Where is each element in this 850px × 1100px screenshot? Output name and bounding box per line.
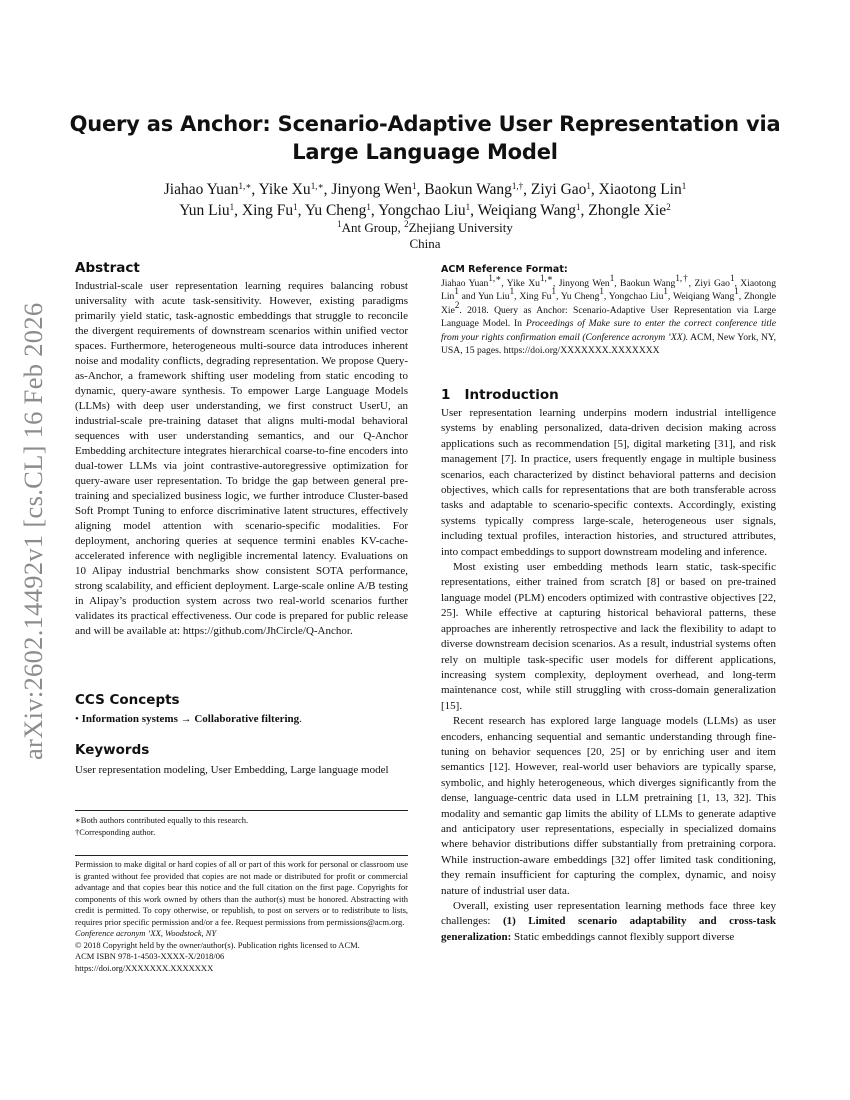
title-line-1: Query as Anchor: Scenario-Adaptive User Representation via [69, 112, 781, 136]
affiliation-country: China [409, 236, 441, 251]
footnotes [75, 815, 408, 838]
ccs-term-information-systems: Information systems [81, 713, 178, 725]
author-name: Yike Xu [258, 181, 311, 198]
reference-affiliation-marker: 1 [454, 286, 459, 297]
author-affiliation-marker: 1 [412, 181, 417, 191]
permission-notice: Permission to make digital or hard copies of all or part of this work for personal or classroom use is granted without fee provided that copies are not made or distributed for profit or commercial advantage and that copies bear this notice and the full citation on the first page. Copyrights for components of this work owned by others than the author(s) must be honored. Abstracting with credit is permitted. To copy otherwise, or republish, to post on servers or to redistribute to lists, requires prior specific permission and/or a fee. Request permissions from permissions@acm.org. Conference acronym ’XX, Woodstock, NY © 2018 Copyright held by the owner/author(s). Publication rights licensed to ACM. ACM ISBN 978-1-4503-XXXX-X/2018/06 https://doi.org/XXXXXXX.XXXXXXX [75, 859, 408, 973]
affiliation-marker-1: 1 [337, 219, 342, 229]
author-affiliation-marker: 2 [666, 202, 671, 212]
ccs-concepts-heading: CCS Concepts [75, 692, 180, 708]
section-title: Introduction [464, 387, 559, 403]
reference-affiliation-marker: 1 [734, 286, 739, 297]
author-name: Jinyong Wen [331, 181, 413, 198]
challenge-1-label: (1) Limited scenario adaptability and cross-task generalization: [441, 915, 777, 943]
author-affiliation-marker: 1 [465, 202, 471, 212]
author-affiliation-marker: 1 [293, 202, 298, 212]
author-name: Xiaotong Lin [598, 181, 682, 198]
reference-proceedings: Proceedings of Make sure to enter the correct conference title from your rights confirmation email (Conference acronym ’XX). [441, 318, 776, 343]
keywords-text: User representation modeling, User Embedding, Large language model [75, 764, 389, 776]
footnote-divider [75, 810, 408, 811]
intro-paragraph-4: Overall, existing user representation learning methods face three key challenges: (1) Limited scenario adaptability and cross-task generalization: Static embeddings cannot flexibly support diverse [441, 900, 777, 943]
isbn-line: ACM ISBN 978-1-4503-XXXX-X/2018/06 [75, 951, 225, 961]
affiliation-marker-2: 2 [404, 219, 409, 229]
conference-line: Conference acronym ’XX, Woodstock, NY [75, 928, 217, 938]
author-affiliation-marker: 1 [366, 202, 371, 212]
abstract-text: Industrial-scale user representation learning requires balancing robust universality with acute task-sensitivity. However, existing paradigms primarily yield static, task-agnostic embeddings that struggle to reconcile the divergent requirements of downstream scenarios within unified vector spaces. Furthermore, heterogeneous multi-source data introduces inherent noise and modality conflicts, degrading representation. We propose Query-as-Anchor, a framework shifting user modeling from static encoding to dynamic, query-aware synthesis. To empower Large Language Models (LLMs) with deep user understanding, we first construct UserU, an industrial-scale pre-training dataset that aligns multi-modal behavioral sequences with user understanding semantics, and our Q-Anchor Embedding architecture integrates hierarchical coarse-to-fine encoders into dual-tower LLMs via joint contrastive-autoregressive optimization for query-aware user representation. To bridge the gap between general pre-training and specialized business logic, we further introduce Cluster-based Soft Prompt Tuning to enforce discriminative latent structures, effectively aligning model attention with scenario-specific modalities. For deployment, anchoring queries at sequence termini enables KV-cache-accelerated inference with negligible incremental latency. Evaluations on 10 Alipay industrial benchmarks show consistent SOTA performance, strong scalability, and efficient deployment. Large-scale online A/B testing in Alipay’s production system across two real-world scenarios further validates its practical effectiveness. Our code is prepared for public release and will be available at: https://github.com/JhCircle/Q-Anchor. [75, 280, 408, 637]
author-name: Baokun Wang [424, 181, 512, 198]
affiliation-1: Ant Group, [341, 220, 405, 235]
reference-publisher-doi: ACM, New York, NY, USA, 15 pages. https://doi.org/XXXXXXX.XXXXXXX [441, 331, 776, 357]
intro-paragraph-2: Most existing user embedding methods learn static, task-specific representations, either trained from scratch [8] or based on pre-trained language model (PLM) encoders optimized with contrastive objectives [22, 25]. While effective at capturing historical behavioral patterns, these approaches are inherently retrospective and lack the flexibility to adapt to diverse downstream decision scenarios. As a result, industrial systems often rely on multiple task-specific user models for different applications, increasing system complexity, deployment overhead, and long-term maintenance cost, while still struggling with cross-domain generalization [15]. [441, 561, 776, 712]
abstract-heading: Abstract [75, 260, 140, 276]
author-name: Jiahao Yuan [163, 181, 239, 198]
author-name: Xing Fu [241, 202, 294, 219]
reference-affiliation-marker: 1,∗ [539, 273, 553, 283]
doi-link[interactable]: https://doi.org/XXXXXXX.XXXXXXX [75, 962, 214, 973]
author-name: Zhongle Xie [588, 202, 667, 219]
introduction-body [441, 406, 776, 945]
author-name: Weiqiang Wang [477, 202, 577, 219]
ccs-term-collaborative-filtering: Collaborative filtering [194, 713, 300, 725]
author-affiliation-marker: 1 [576, 202, 581, 212]
reference-affiliation-marker: 1 [729, 273, 735, 283]
author-name: Yu Cheng [304, 202, 367, 219]
acm-reference-text [441, 273, 776, 357]
intro-paragraph-1: User representation learning underpins modern industrial intelligence systems by enabling personalized, data-driven decision making across applications such as recommendation [5], digital marketing [31], and risk management [7]. In practice, users frequently engage in multiple business scenarios, each characterized by distinct behavioral patterns and decision objectives, which calls for representations that are both transferable across tasks and adaptable to scenario-specific contexts. Accordingly, existing systems typically compress large-scale, heterogeneous user signals, including textual profiles, interaction histories, and structured attributes, into compact embeddings to support downstream modeling and inference. [441, 407, 776, 558]
author-affiliation-marker: 1,† [511, 181, 524, 191]
footnote-equal-contribution: ∗Both authors contributed equally to this research. [75, 815, 249, 825]
section-heading-introduction [441, 387, 776, 403]
reference-affiliation-marker: 1 [663, 286, 668, 297]
author-list-line-2: Yun Liu$^1$, Xing Fu$^1$, Yu Cheng$^1$, Yongchao Liu$^1$, Weiqiang Wang$^1$, Zhongle Xie$^2$ [179, 202, 671, 219]
copyright-line: © 2018 Copyright held by the owner/author(s). Publication rights licensed to ACM. [75, 939, 360, 950]
author-name: Yongchao Liu [378, 202, 466, 219]
author-affiliation-marker: 1 [681, 181, 687, 191]
acm-reference-format-heading: ACM Reference Format: [441, 264, 568, 275]
arxiv-identifier-stamp: arXiv:2602.14492v1 [cs.CL] 16 Feb 2026 [18, 302, 48, 760]
reference-affiliation-marker: 1 [551, 286, 556, 297]
reference-affiliation-marker: 1 [599, 286, 604, 297]
affiliation-2: Zhejiang University [408, 220, 513, 235]
affiliations [60, 220, 790, 236]
permission-divider [75, 855, 408, 856]
footnote-corresponding-author: †Corresponding author. [75, 826, 156, 837]
reference-affiliation-marker: 2 [454, 299, 460, 310]
ccs-arrow: → [180, 713, 192, 725]
keywords-heading: Keywords [75, 742, 150, 758]
author-list-line-1: Jiahao Yuan$^{1,∗}$, Yike $Xu^{1,∗}$, Jinyong Wen$^1$, Baokun Wang$^{1,\dagger}$, Ziyi Gao$^1$, Xiaotong Lin$^1$ [163, 181, 687, 198]
author-name: Ziyi Gao [530, 181, 587, 198]
reference-affiliation-marker: 1 [609, 273, 615, 283]
reference-affiliation-marker: 1,∗ [488, 273, 502, 283]
ccs-concepts-text: • Information systems → Collaborative filtering. [75, 713, 302, 725]
title-line-2: Large Language Model [292, 140, 558, 164]
intro-paragraph-3: Recent research has explored large language models (LLMs) as user encoders, enhancing sequential and semantic understanding through fine-tuning on behavior sequences [20, 25] or by enriching user and item semantics [12]. However, real-world user behaviors are typically sparse, symbolic, and highly heterogeneous, which diverges significantly from the dense, language-centric data used in LLM pretraining [1, 13, 32]. This modality and semantic gap limits the ability of LLMs to generate adaptive and anticipatory user representations, especially in specialized domains where behavior distributions differ substantially from pretraining corpora. While instruction-aware embeddings [32] offer limited task conditioning, they remain insufficient for capturing the complex, dynamic, and noisy nature of industrial user data. [441, 715, 776, 897]
author-affiliation-marker: 1 [229, 202, 235, 212]
ccs-bullet: • [75, 713, 79, 725]
author-affiliation-marker: 1,∗ [310, 181, 324, 191]
paper-title [60, 110, 790, 166]
reference-citation: Jiahao Yuan$^{1,∗}$, Yike $Xu^{1,∗}$, Jinyong Wen$^1$, Baokun Wang$^{1,\dagger}$, Ziyi Gao$^1$, Xiaotong Lin$^1$ and Yun Liu$^1$, Xing Fu$^1$, Yu Cheng$^1$, Yongchao Liu$^1$, Weiqiang Wang$^1$, Zhongle Xie$^2$. 2018. Query as Anchor: Scenario-Adaptive User Representation via Large Language Model. In [441, 273, 776, 330]
author-affiliation-marker: 1 [586, 181, 591, 191]
author-affiliation-marker: 1,∗ [238, 181, 252, 191]
author-name: Yun Liu [179, 202, 230, 219]
reference-affiliation-marker: 1,† [675, 273, 689, 283]
section-number: 1 [441, 387, 451, 403]
reference-affiliation-marker: 1 [509, 286, 515, 297]
